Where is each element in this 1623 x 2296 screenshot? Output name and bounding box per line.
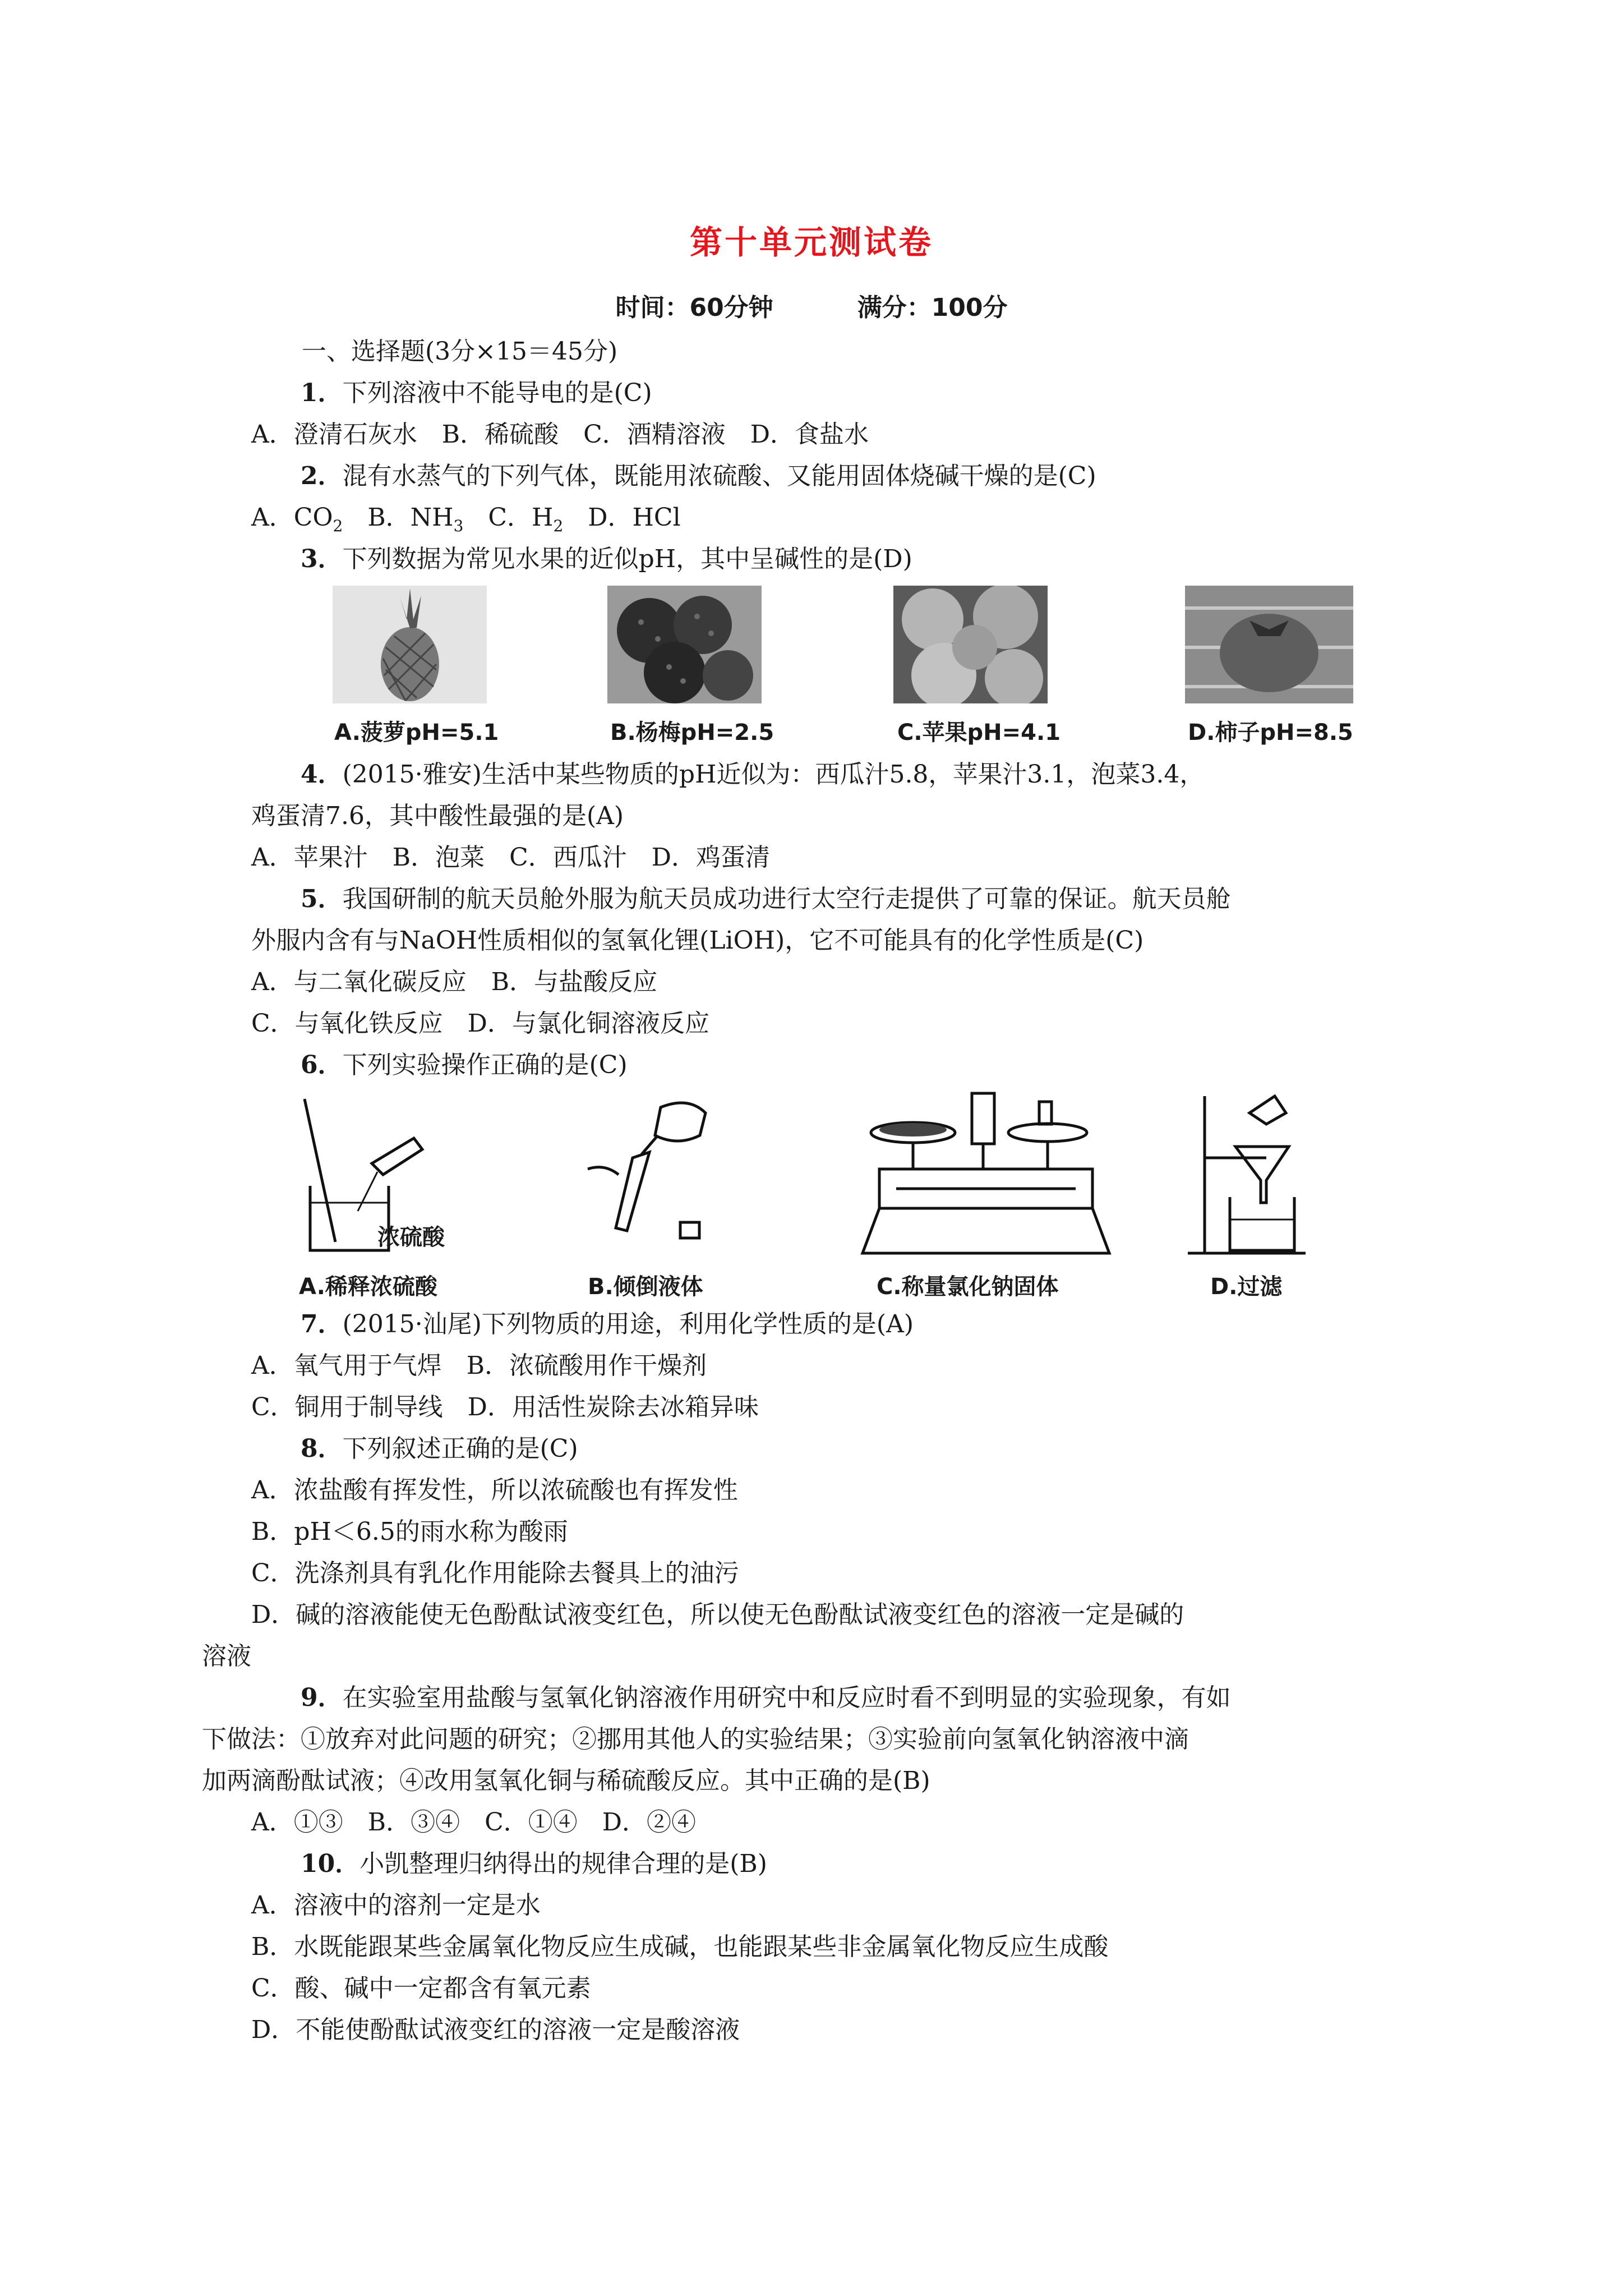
- lab-caption: D.过滤: [1210, 1274, 1283, 1300]
- question-7-options: A．氧气用于气焊 B．浓硫酸用作干燥剂: [251, 1351, 707, 1380]
- question-2-options: [251, 497, 1395, 539]
- question-stem: 我国研制的航天员舱外服为航天员成功进行太空行走提供了可靠的保证。航天员舱: [342, 885, 1231, 913]
- question-3: [251, 539, 1395, 580]
- option-d: D．HCl: [563, 503, 681, 532]
- bayberry-image: [607, 586, 762, 703]
- option-b: B．水既能跟某些金属氧化物反应生成碱，也能跟某些非金属氧化物反应生成酸: [251, 1932, 1109, 1961]
- lab-caption: A.稀释浓硫酸: [299, 1274, 437, 1300]
- option-a: A．CO: [251, 503, 333, 532]
- option-a: A．浓盐酸有挥发性，所以浓硫酸也有挥发性: [251, 1476, 738, 1504]
- question-9-cont: 加两滴酚酞试液；④改用氢氧化铜与稀硫酸反应。其中正确的是(B): [202, 1766, 930, 1795]
- question-stem: 在实验室用盐酸与氢氧化钠溶液作用研究中和反应时看不到明显的实验现象，有如: [342, 1683, 1231, 1712]
- exam-meta: [0, 287, 1623, 323]
- question-5-options: A．与二氧化碳反应 B．与盐酸反应: [251, 968, 658, 996]
- lab-caption: B.倾倒液体: [588, 1274, 703, 1300]
- option-a: A．溶液中的溶剂一定是水: [251, 1891, 541, 1920]
- question-number: 9．: [301, 1683, 343, 1712]
- question-4: [251, 754, 1395, 795]
- question-stem: 下列数据为常见水果的近似pH，其中呈碱性的是(D): [342, 545, 912, 573]
- question-stem: 小凯整理归纳得出的规律合理的是(B): [359, 1849, 767, 1878]
- option-b: B．pH＜6.5的雨水称为酸雨: [251, 1517, 568, 1546]
- option-c: C．酸、碱中一定都含有氧元素: [251, 1974, 591, 2003]
- pour-liquid-icon: [565, 1091, 722, 1259]
- question-number: 3．: [301, 545, 343, 573]
- question-10: [251, 1843, 1395, 1885]
- lab-caption: C.称量氯化钠固体: [877, 1274, 1059, 1300]
- question-number: 2．: [301, 462, 343, 490]
- question-9-options: A．①③ B．③④ C．①④ D．②④: [251, 1808, 697, 1837]
- question-6: [251, 1045, 1395, 1086]
- lab-figure-row: [251, 1091, 1395, 1304]
- page-title: 第十单元测试卷: [689, 223, 933, 261]
- subscript: 3: [453, 516, 464, 535]
- question-number: 1．: [301, 379, 343, 407]
- fruit-caption: D.柿子pH=8.5: [1188, 720, 1353, 746]
- question-stem: (2015·雅安)生活中某些物质的pH近似为：西瓜汁5.8，苹果汁3.1，泡菜3.4，: [342, 760, 1205, 789]
- question-8: [251, 1428, 1395, 1470]
- question-number: 5．: [301, 885, 343, 913]
- option-d: D．碱的溶液能使无色酚酞试液变红色，所以使无色酚酞试液变红色的溶液一定是碱的: [251, 1600, 1184, 1629]
- question-stem: 下列叙述正确的是(C): [342, 1434, 578, 1463]
- acid-label: 浓硫酸: [377, 1225, 445, 1250]
- question-5-cont: 外服内含有与NaOH性质相似的氢氧化锂(LiOH)，它不可能具有的化学性质是(C): [251, 926, 1144, 955]
- fruit-caption: C.苹果pH=4.1: [897, 720, 1061, 746]
- question-2: [251, 455, 1395, 497]
- question-1-options: A．澄清石灰水 B．稀硫酸 C．酒精溶液 D．食盐水: [251, 420, 869, 449]
- filtration-icon: [1182, 1091, 1317, 1259]
- question-number: 6．: [301, 1051, 343, 1079]
- question-7-options: C．铜用于制导线 D．用活性炭除去冰箱异味: [251, 1393, 759, 1421]
- question-4-cont: 鸡蛋清7.6，其中酸性最强的是(A): [251, 802, 624, 830]
- question-stem: (2015·汕尾)下列物质的用途，利用化学性质的是(A): [342, 1310, 914, 1338]
- question-9: [251, 1677, 1395, 1719]
- option-d: D．不能使酚酞试液变红的溶液一定是酸溶液: [251, 2016, 740, 2044]
- option-c: C．洗涤剂具有乳化作用能除去餐具上的油污: [251, 1559, 739, 1588]
- question-4-options: A．苹果汁 B．泡菜 C．西瓜汁 D．鸡蛋清: [251, 843, 771, 872]
- fruit-figure-row: [251, 586, 1395, 754]
- fruit-caption: A.菠萝pH=5.1: [334, 720, 499, 746]
- pineapple-image: [333, 586, 487, 703]
- question-number: 4．: [301, 760, 343, 789]
- question-number: 7．: [301, 1310, 343, 1338]
- subscript: 2: [553, 516, 564, 535]
- balance-icon: [851, 1091, 1121, 1259]
- question-list: [202, 331, 1395, 2051]
- question-stem: 下列实验操作正确的是(C): [342, 1051, 628, 1079]
- question-stem: 混有水蒸气的下列气体，既能用浓硫酸、又能用固体烧碱干燥的是(C): [342, 462, 1096, 490]
- question-number: 10．: [301, 1849, 360, 1878]
- option-d-cont: 溶液: [202, 1642, 251, 1671]
- question-5: [251, 878, 1395, 920]
- option-c: C．H: [463, 503, 554, 532]
- question-1: [251, 372, 1395, 414]
- question-number: 8．: [301, 1434, 343, 1463]
- time-limit: 时间：60分钟: [615, 293, 773, 322]
- question-9-cont: 下做法：①放弃对此问题的研究；②挪用其他人的实验结果；③实验前向氢氧化钠溶液中滴: [202, 1725, 1189, 1754]
- subscript: 2: [333, 516, 343, 535]
- apple-image: [893, 586, 1048, 703]
- section-heading: 一、选择题(3分×15＝45分): [302, 337, 618, 366]
- fruit-caption: B.杨梅pH=2.5: [610, 720, 774, 746]
- question-7: [251, 1304, 1395, 1345]
- question-5-options: C．与氧化铁反应 D．与氯化铜溶液反应: [251, 1009, 709, 1038]
- question-stem: 下列溶液中不能导电的是(C): [342, 379, 652, 407]
- persimmon-image: [1185, 586, 1353, 703]
- option-b: B．NH: [343, 503, 454, 532]
- full-score: 满分：100分: [857, 293, 1008, 322]
